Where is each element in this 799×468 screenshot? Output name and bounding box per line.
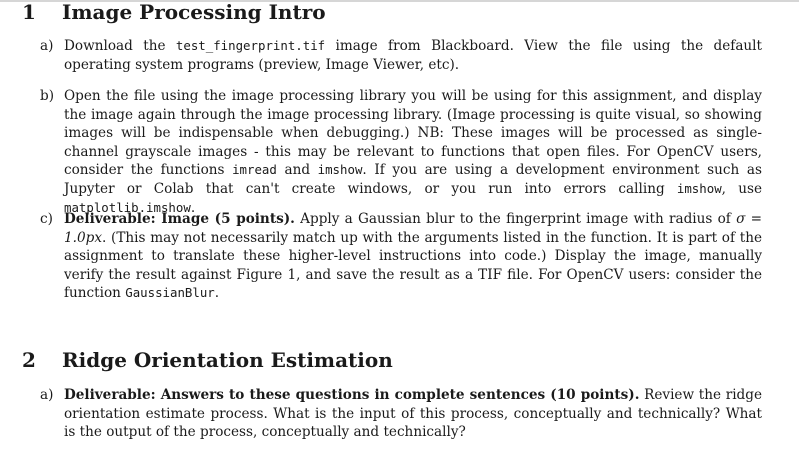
item-text-run: . — [190, 199, 196, 216]
item-label: a) — [40, 38, 54, 54]
item-text-run: . (This may not necessarily match up with the arguments listed in the function. It is part of the assignment to translate these higher-level instructions into code.) Display the image, manually verify the result against Figure 1, and save the result as a TIF file. For OpenCV users: consider the function — [64, 229, 762, 302]
function-code: imread — [232, 162, 277, 178]
item-label: b) — [40, 88, 55, 104]
item-label: c) — [40, 211, 53, 227]
section-1-item-a — [40, 37, 762, 74]
item-text-run: , use — [721, 180, 762, 197]
section-1-item-b — [40, 87, 762, 217]
section-1-title: Image Processing Intro — [62, 0, 326, 24]
item-label: a) — [40, 387, 54, 403]
item-text — [64, 37, 762, 74]
item-text-run: Review the ridge orientation estimate process. What is the input of this process, conceptually and technically? What is the output of the process, conceptually and technically? — [64, 387, 762, 441]
item-text-run: Download the — [64, 38, 176, 54]
section-2-heading — [22, 348, 393, 372]
function-code: matplotlib.imshow — [64, 199, 191, 215]
item-text-run: . If you are using a development environment such as Jupyter or Colab that can't create windows, or you run into errors calling — [64, 162, 762, 197]
filename-code: test_fingerprint.tif — [175, 38, 326, 53]
item-text-run: image from Blackboard. View the file using the default operating system programs (preview, Image Viewer, etc). — [64, 38, 762, 73]
item-text-run: and — [276, 162, 318, 179]
section-2-number: 2 — [22, 348, 36, 372]
deliverable-label: Deliverable: Image (5 points). — [64, 211, 295, 227]
math-expression: σ = 1.0px — [64, 211, 762, 246]
section-1-item-c — [40, 210, 762, 303]
deliverable-label: Deliverable: Answers to these questions in complete sentences (10 points). — [64, 387, 640, 403]
item-text — [64, 386, 762, 442]
item-text — [64, 210, 762, 303]
item-text — [64, 87, 762, 217]
item-text-run: Apply a Gaussian blur to the fingerprint image with radius of — [294, 211, 737, 227]
item-text-run: . — [214, 285, 220, 302]
function-code: imshow — [317, 162, 363, 178]
section-1-heading — [22, 0, 326, 24]
function-code: GaussianBlur — [125, 285, 215, 301]
section-2-title: Ridge Orientation Estimation — [62, 348, 393, 372]
function-code: imshow — [676, 180, 722, 196]
item-text-run: Open the file using the image processing library you will be using for this assignment, and display the image again through the image processing library. (Image processing is quite visual, so showing images will be indispensable when debugging.) NB: These images will be processed as single-channel grayscale images - this may be relevant to functions that open files. For OpenCV users, consider the functions — [64, 88, 762, 179]
section-2-item-a — [40, 386, 762, 442]
section-1-number: 1 — [22, 0, 36, 24]
